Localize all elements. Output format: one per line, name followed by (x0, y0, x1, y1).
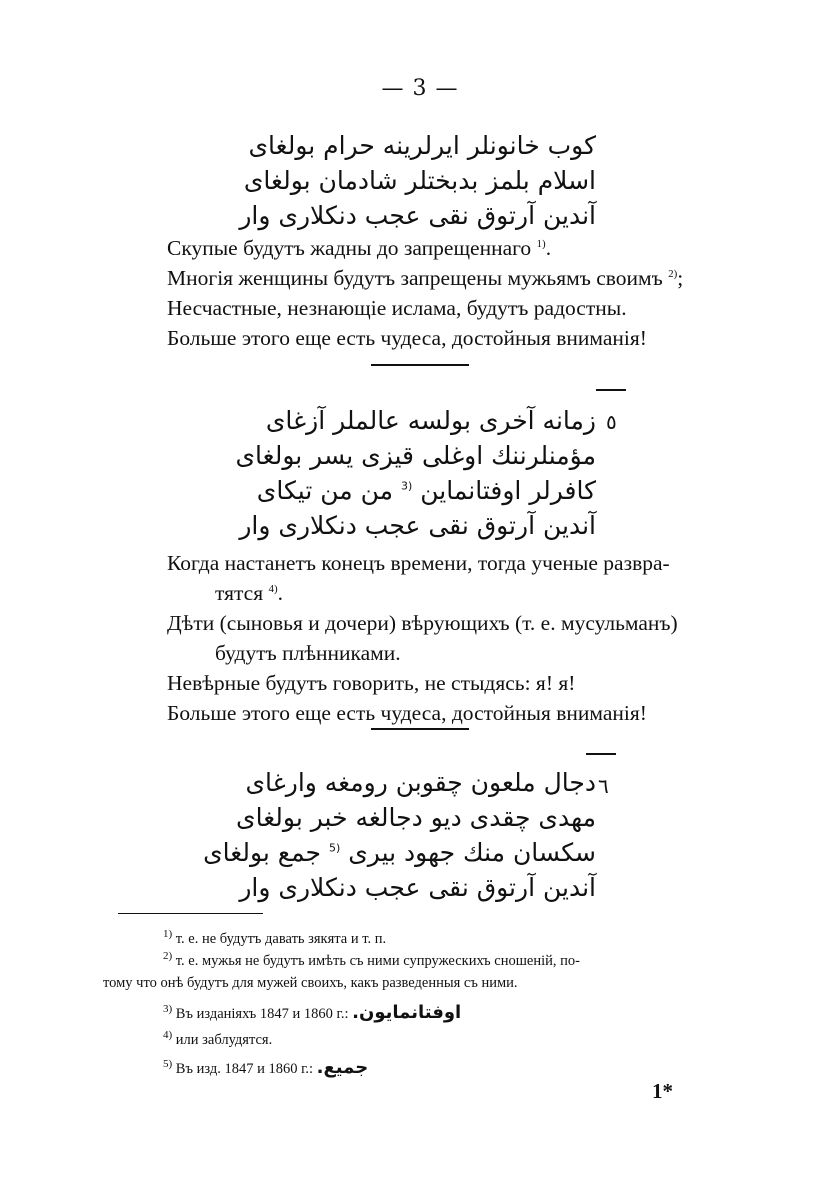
russian-line: будутъ плѣнниками. (215, 641, 401, 665)
stanza-marker-line (596, 389, 626, 391)
arabic-line: زمانه آخری بولسه عالملر آزغای (265, 406, 596, 435)
russian-line: Невѣрные будутъ говорить, не стыдясь: я! я! (167, 671, 576, 695)
footnote-3: $^{3)}$ Въ изданіяхъ 1847 и 1860 г.: اوفتانمایون. (163, 1002, 462, 1023)
arabic-line: دجال ملعون چقوبن رومغه وارغای (245, 768, 596, 797)
stanza-marker-line (586, 753, 616, 755)
arabic-line: آندین آرتوق نقی عجب دنکلاری وار (239, 511, 596, 540)
arabic-line: مهدی چقدی دیو دجالغه خبر بولغای (236, 803, 596, 832)
stanza-3-arabic (203, 765, 596, 905)
arabic-line: کافرلر اوفتانماین $^{3)}$ من من تیکای (256, 476, 596, 505)
footnote-2-continued: тому что онѣ будутъ для мужей своихъ, какъ разведенныя съ ними. (103, 975, 518, 991)
stanza-number: ٥ (606, 410, 617, 434)
stanza-1-arabic (240, 128, 596, 233)
arabic-line: آندین آرتوق نقی عجب دنکلاری وار (239, 201, 596, 230)
footnote-1: $^{1)}$ т. е. не будутъ давать зякята и т. п. (163, 928, 387, 947)
arabic-line: اسلام بلمز بدبختلر شادمان بولغای (243, 166, 596, 195)
arabic-line: مؤمنلرننك اوغلی قیزی یسر بولغای (235, 441, 596, 470)
arabic-line: آندین آرتوق نقی عجب دنکلاری وار (239, 873, 596, 902)
footnote-4: $^{4)}$ или заблудятся. (163, 1029, 273, 1048)
footnote-2: $^{2)}$ т. е. мужья не будутъ имѣть съ ними супружескихъ сношеній, по- (163, 950, 580, 969)
printer-signature: 1* (652, 1079, 673, 1103)
russian-line: Больше этого еще есть чудеса, достойныя вниманія! (167, 326, 647, 350)
arabic-line: سکسان منك جهود بیری $^{5)}$ جمع بولغای (203, 838, 596, 867)
page-number: — 3 — (381, 76, 459, 101)
russian-line: Больше этого еще есть чудеса, достойныя вниманія! (167, 701, 647, 725)
footnotes (103, 928, 733, 1080)
russian-line: Когда настанетъ конецъ времени, тогда ученые развра- (167, 551, 670, 575)
russian-line: Многія женщины будутъ запрещены мужьямъ своимъ $^{2)}$; (167, 266, 684, 290)
footnote-5: $^{5)}$ Въ изд. 1847 и 1860 г.: جمیع. (163, 1057, 369, 1078)
russian-line: тятся $^{4)}$. (215, 581, 284, 605)
section-divider (371, 364, 469, 366)
stanza-1-russian (167, 233, 683, 353)
section-divider (371, 728, 469, 730)
russian-line: Дѣти (сыновья и дочери) вѣрующихъ (т. е. мусульманъ) (167, 611, 678, 635)
stanza-2-arabic (235, 403, 596, 543)
footnote-rule (118, 913, 263, 914)
russian-line: Скупые будутъ жадны до запрещеннаго $^{1)}$. (167, 236, 552, 260)
russian-line: Несчастные, незнающіе ислама, будутъ радостны. (167, 296, 627, 320)
arabic-line: کوب خانونلر ایرلرینه حرام بولغای (248, 131, 596, 160)
stanza-number: ٦ (598, 774, 609, 798)
stanza-2-russian (167, 548, 678, 728)
